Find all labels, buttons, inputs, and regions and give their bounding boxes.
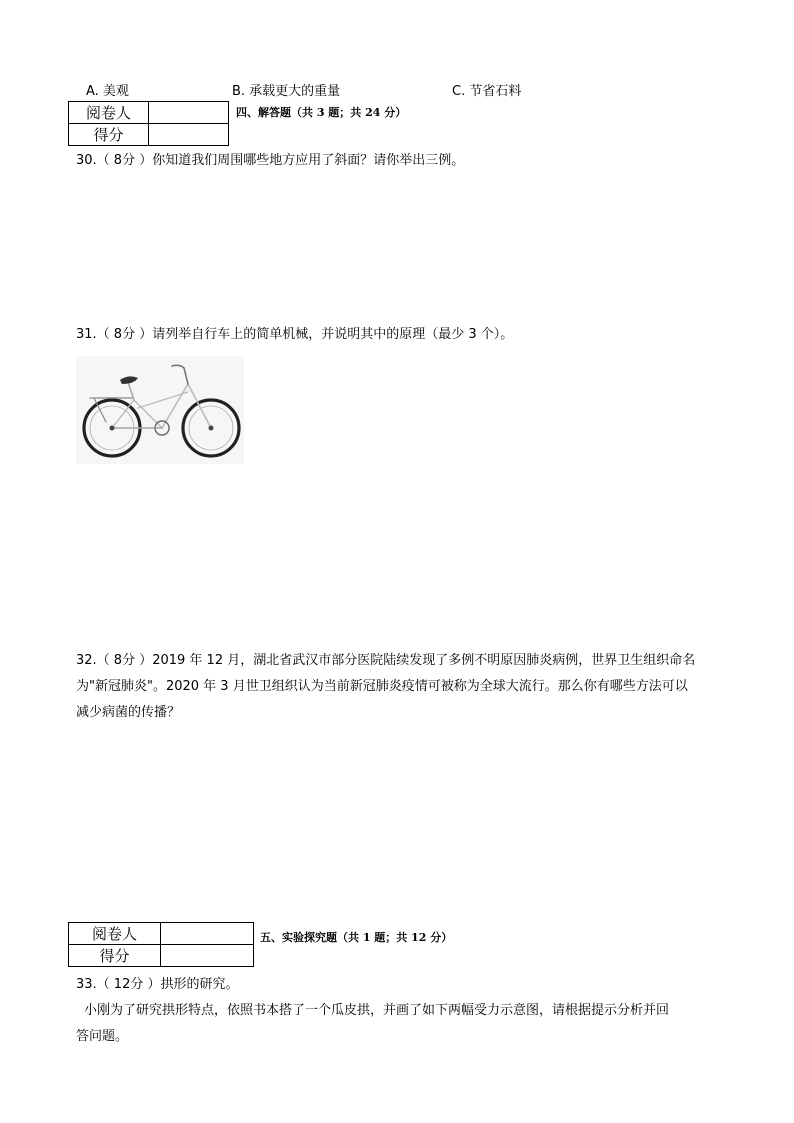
score-label: 得分 (69, 124, 149, 146)
option-c: C. 节省石料 (452, 84, 522, 99)
question-33: 33.（ 12分 ）拱形的研究。 (76, 977, 239, 992)
reviewer-cell (149, 102, 229, 124)
score-table-section4 (68, 101, 229, 146)
option-a: A. 美观 (86, 84, 129, 99)
question-33-line3: 答问题。 (76, 1029, 129, 1044)
question-31: 31.（ 8分 ）请列举自行车上的简单机械，并说明其中的原理（最少 3 个）。 (76, 327, 514, 342)
bicycle-image (76, 356, 244, 464)
reviewer-label: 阅卷人 (69, 102, 149, 124)
question-32-line3: 减少病菌的传播？ (76, 705, 181, 720)
reviewer-cell (161, 923, 254, 945)
option-b: B. 承载更大的重量 (232, 84, 341, 99)
score-table-section5 (68, 922, 254, 967)
question-32 (76, 648, 736, 726)
reviewer-label: 阅卷人 (69, 923, 161, 945)
question-32-line2: 为"新冠肺炎"。2020 年 3 月世卫组织认为当前新冠肺炎疫情可被称为全球大流行。那么你有哪些方法可以 (76, 679, 688, 694)
question-33-line2: 小刚为了研究拱形特点，依照书本搭了一个瓜皮拱，并画了如下两幅受力示意图，请根据提示分析并回 (84, 1003, 670, 1018)
question-30: 30.（ 8分 ）你知道我们周围哪些地方应用了斜面？请你举出三例。 (76, 153, 465, 168)
question-32-line1: 32.（ 8分 ）2019 年 12 月，湖北省武汉市部分医院陆续发现了多例不明原因肺炎病例，世界卫生组织命名 (76, 653, 696, 668)
section4-title: 四、解答题（共 3 题；共 24 分） (236, 106, 407, 119)
score-cell (161, 945, 254, 967)
score-label: 得分 (69, 945, 161, 967)
section5-title: 五、实验探究题（共 1 题；共 12 分） (260, 931, 453, 944)
score-cell (149, 124, 229, 146)
bicycle-icon (76, 356, 244, 464)
